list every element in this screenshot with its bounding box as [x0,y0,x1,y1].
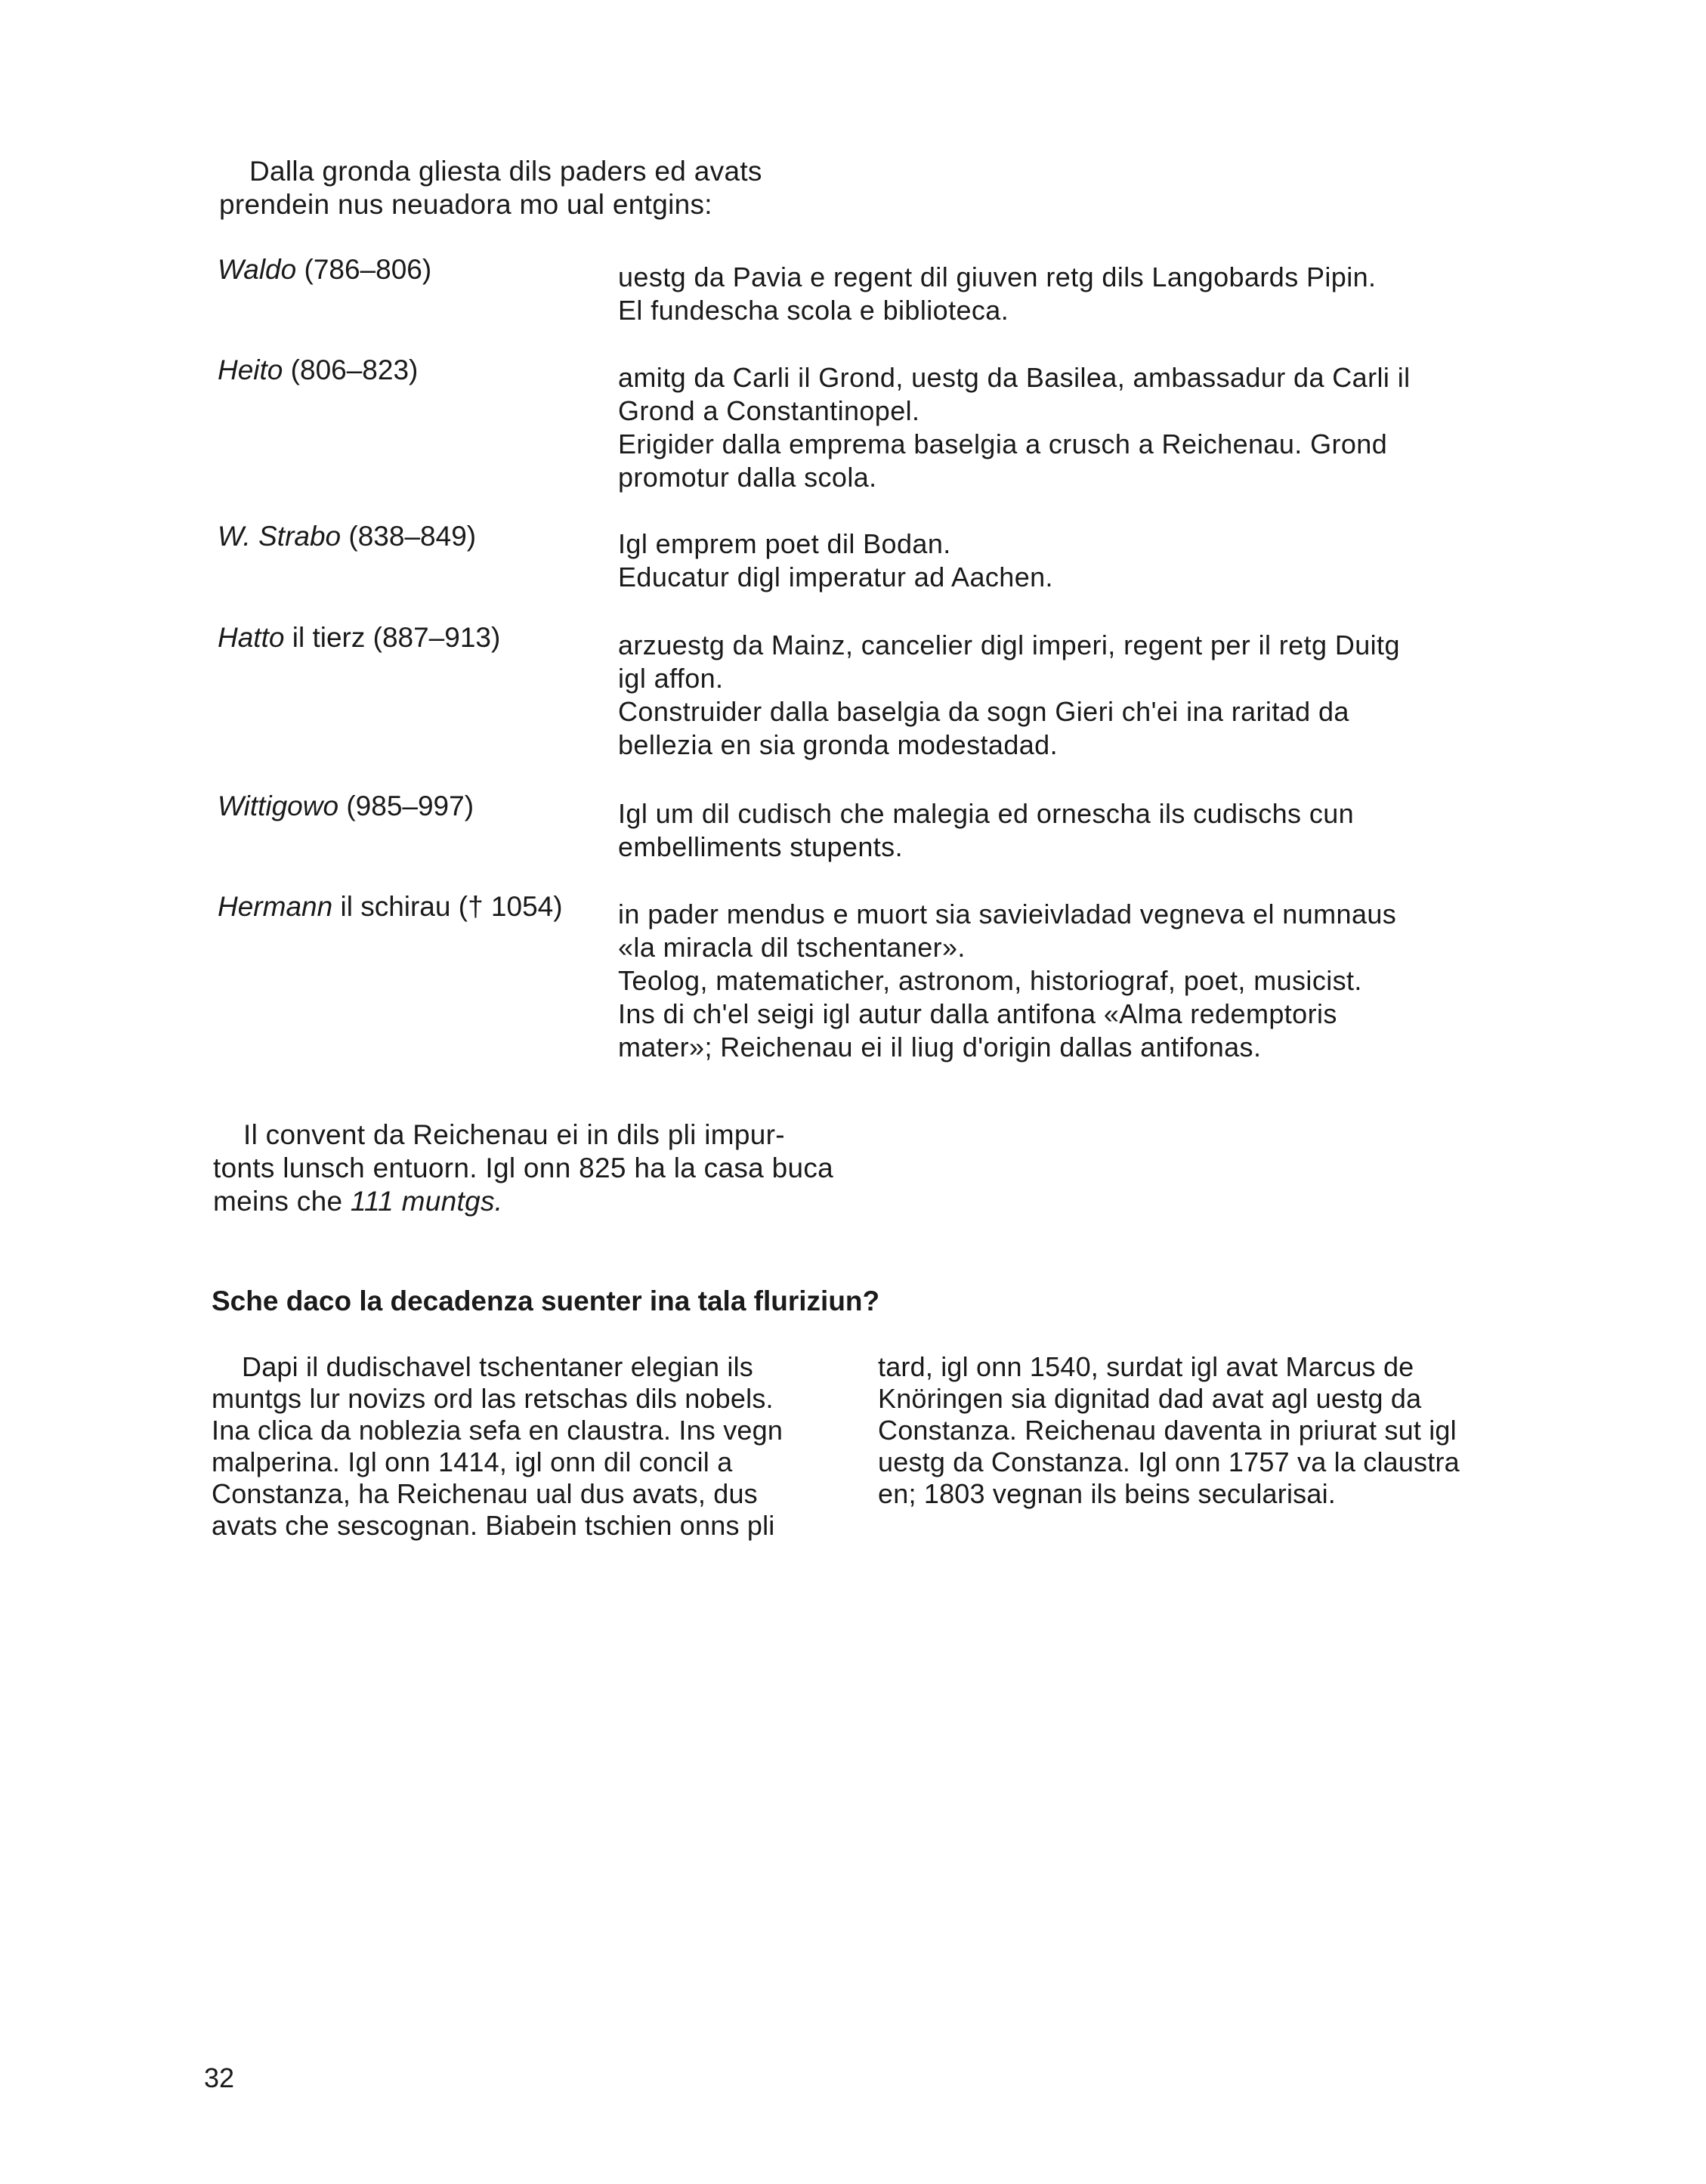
abbot-name [218,253,610,286]
intro-line: prendein nus neuadora mo ual entgins: [219,189,712,220]
description-line: bellezia en sia gronda modestadad. [618,729,1058,760]
description-line: Educatur digl imperatur ad Aachen. [618,561,1053,592]
paragraph-line: Il convent da Reichenau ei in dils pli impur- [243,1119,785,1150]
column-line: Constanza, ha Reichenau ual dus avats, dus [212,1478,758,1509]
column-line: en; 1803 vegnan ils beins secularisai. [878,1478,1336,1509]
page-number: 32 [204,2062,235,2093]
description-line: uestg da Pavia e regent dil giuven retg dils Langobards Pipin. [618,261,1377,292]
abbot-name-italic: Hermann [218,891,333,922]
abbot-name-dates: (806–823) [283,354,419,385]
abbot-name-italic: Waldo [218,254,297,285]
abbot-name [218,520,610,553]
abbot-name [218,621,610,654]
abbot-name-dates: (838–849) [341,521,477,552]
description-line: amitg da Carli il Grond, uestg da Basilea, ambassadur da Carli il [618,362,1411,393]
paragraph-text: meins che [213,1186,351,1217]
abbot-description [618,261,1472,327]
abbot-name [218,354,610,387]
description-line: promotur dalla scola. [618,462,877,493]
abbot-name-italic: Heito [218,354,283,385]
right-column [878,1351,1513,1510]
column-line: Knöringen sia dignitad dad avat agl uestg da [878,1383,1422,1414]
abbot-name [218,890,610,923]
intro-line: Dalla gronda gliesta dils paders ed avats [249,156,762,187]
description-line: Igl um dil cudisch che malegia ed ornescha ils cudischs cun [618,798,1355,829]
description-line: El fundescha scola e biblioteca. [618,295,1009,326]
description-line: in pader mendus e muort sia savieivladad vegneva el numnaus [618,899,1397,930]
column-line: tard, igl onn 1540, surdat igl avat Marcus de [878,1351,1414,1382]
description-line: arzuestg da Mainz, cancelier digl imperi, regent per il retg Duitg [618,630,1400,660]
abbot-description [618,797,1472,864]
abbot-name-italic: W. Strabo [218,521,342,552]
description-line: «la miracla dil tschentaner». [618,932,966,963]
description-line: Teolog, matematicher, astronom, historiograf, poet, musicist. [618,965,1362,996]
column-line: Ina clica da noblezia sefa en claustra. Ins vegn [212,1415,783,1446]
intro-text [219,155,884,221]
section-heading: Sche daco la decadenza suenter ina tala fluriziun? [212,1285,880,1316]
description-line: Construider dalla baselgia da sogn Gieri ch'ei ina raritad da [618,696,1349,727]
paragraph-line: tonts lunsch entuorn. Igl onn 825 ha la casa buca [213,1152,834,1183]
paragraph-line [213,1185,863,1218]
description-line: igl affon. [618,663,724,694]
abbot-name-italic: Wittigowo [218,790,339,821]
description-line: Grond a Constantinopel. [618,395,920,426]
column-line: muntgs lur novizs ord las retschas dils nobels. [212,1383,774,1414]
abbot-name-dates: il schirau († 1054) [332,891,563,922]
description-line: mater»; Reichenau ei il liug d'origin dallas antifonas. [618,1032,1262,1063]
abbot-description [618,527,1472,594]
paragraph-italic: 111 muntgs. [350,1186,503,1217]
column-line: Dapi il dudischavel tschentaner elegian ils [242,1351,753,1382]
abbot-name-dates: (786–806) [296,254,432,285]
abbot-description [618,361,1472,494]
abbot-name [218,790,610,823]
column-line: uestg da Constanza. Igl onn 1757 va la claustra [878,1446,1460,1477]
column-line: malperina. Igl onn 1414, igl onn dil concil a [212,1446,733,1477]
abbot-name-italic: Hatto [218,622,285,653]
description-line: embelliments stupents. [618,831,903,862]
abbot-name-dates: (985–997) [338,790,474,821]
left-column [212,1351,846,1542]
abbot-description [618,629,1472,762]
column-line: avats che sescognan. Biabein tschien onns pli [212,1510,775,1541]
abbot-name-dates: il tierz (887–913) [284,622,501,653]
description-line: Igl emprem poet dil Bodan. [618,528,951,559]
description-line: Erigider dalla emprema baselgia a crusch a Reichenau. Grond [618,428,1388,459]
column-line: Constanza. Reichenau daventa in priurat sut igl [878,1415,1457,1446]
description-line: Ins di ch'el seigi igl autur dalla antifona «Alma redemptoris [618,998,1337,1029]
convent-paragraph [213,1118,863,1218]
abbot-description [618,898,1472,1064]
